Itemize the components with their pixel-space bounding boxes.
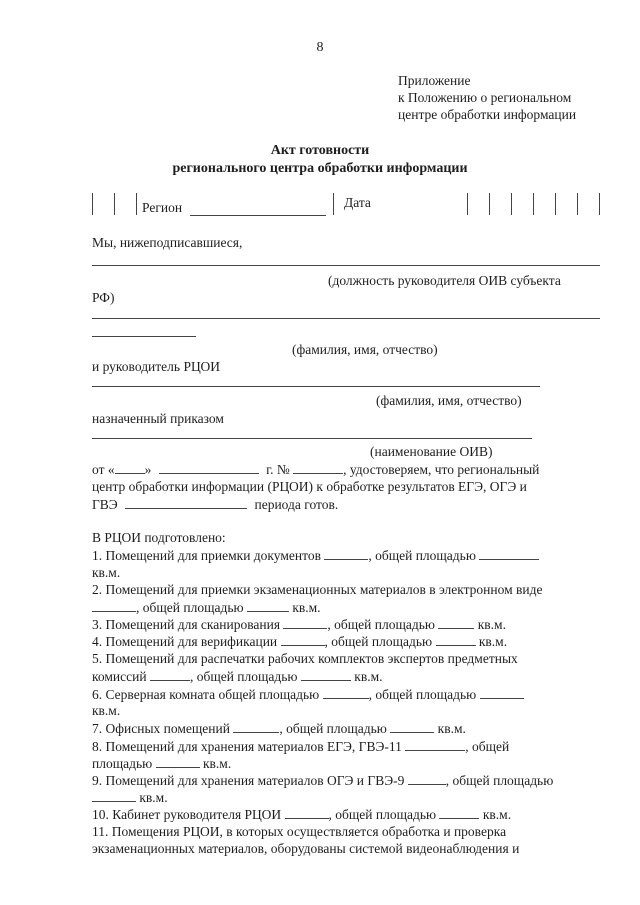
grid-divider	[114, 193, 115, 215]
area-field[interactable]	[479, 547, 539, 560]
area-field[interactable]	[247, 599, 289, 612]
appendix-line-3: центре обработки информации	[398, 107, 577, 122]
count-field[interactable]	[92, 599, 136, 612]
certify-year-no: г. №	[266, 462, 290, 477]
day-field[interactable]	[115, 461, 145, 474]
caption-oiv-head-cont: РФ)	[92, 290, 115, 305]
list-item: экзаменационных материалов, оборудованы системой видеонаблюдения и	[92, 841, 520, 856]
caption-oiv-head: (должность руководителя ОИВ субъекта	[328, 273, 561, 288]
region-field[interactable]	[190, 215, 326, 216]
area-field[interactable]	[439, 806, 479, 819]
date-cell-divider	[599, 193, 600, 215]
count-field[interactable]	[150, 668, 190, 681]
certify-line-1	[92, 461, 539, 478]
list-item: 9. Помещений для хранения материалов ОГЭ и ГВЭ-9 , общей площадью	[92, 773, 554, 788]
date-cell-divider	[555, 193, 556, 215]
certify-text: , удостоверяем, что региональный	[343, 462, 540, 477]
date-cell-divider	[533, 193, 534, 215]
caption-fio-1: (фамилия, имя, отчество)	[292, 342, 438, 357]
count-field[interactable]	[405, 738, 465, 751]
date-label: Дата	[344, 195, 371, 210]
area-field[interactable]	[390, 720, 434, 733]
list-item: 6. Серверная комната общей площадью , общей площадью	[92, 686, 524, 703]
list-item-unit: кв.м.	[92, 703, 121, 718]
count-field[interactable]	[408, 772, 446, 785]
list-item: 4. Помещений для верификации , общей площадью кв.м.	[92, 634, 508, 649]
rcoi-head-label: и руководитель РЦОИ	[92, 359, 221, 374]
document-subtitle: регионального центра обработки информации	[172, 161, 468, 176]
grid-divider	[92, 193, 93, 215]
count-field[interactable]	[283, 616, 327, 629]
area-field[interactable]	[438, 616, 474, 629]
count-field[interactable]	[233, 720, 279, 733]
grid-divider	[136, 193, 137, 215]
appendix-line-1: Приложение	[398, 73, 471, 88]
date-cell-divider	[577, 193, 578, 215]
number-field[interactable]	[293, 461, 343, 474]
date-cell-divider	[467, 193, 468, 215]
certify-from: от «	[92, 462, 115, 477]
caption-fio-2: (фамилия, имя, отчество)	[376, 393, 522, 408]
fio-field-1-cont[interactable]	[92, 336, 196, 337]
count-field[interactable]	[285, 806, 329, 819]
area-field[interactable]	[156, 755, 200, 768]
caption-oiv-name: (наименование ОИВ)	[370, 444, 493, 459]
oiv-head-field[interactable]	[92, 265, 600, 266]
list-item: площадью кв.м.	[92, 756, 232, 771]
page-number: 8	[316, 40, 324, 55]
area-field[interactable]	[480, 686, 524, 699]
list-item: 2. Помещений для приемки экзаменационных материалов в электронном виде	[92, 582, 543, 597]
count-field[interactable]	[281, 633, 325, 646]
area-field[interactable]	[92, 789, 136, 802]
order-field[interactable]	[92, 438, 532, 439]
fio-field-1[interactable]	[92, 318, 600, 319]
area-field[interactable]	[301, 668, 351, 681]
list-item-unit: кв.м.	[92, 565, 121, 580]
appointed-label: назначенный приказом	[92, 411, 224, 426]
list-item: комиссий , общей площадью кв.м.	[92, 669, 383, 684]
period-field[interactable]	[125, 496, 247, 509]
list-item: 1. Помещений для приемки документов , общей площадью	[92, 547, 539, 564]
appendix-note	[398, 72, 576, 123]
certify-period-ready: периода готов.	[254, 497, 339, 512]
document-title: Акт готовности	[270, 143, 370, 158]
area-field[interactable]	[323, 686, 369, 699]
intro-text: Мы, нижеподписавшиеся,	[92, 235, 243, 250]
month-field[interactable]	[159, 461, 259, 474]
appendix-line-2: к Положению о региональном	[398, 90, 572, 105]
list-item: 8. Помещений для хранения материалов ЕГЭ, ГВЭ-11 , общей	[92, 739, 510, 754]
rcoi-head-field[interactable]	[92, 386, 540, 387]
certify-line-2: центр обработки информации (РЦОИ) к обработке результатов ЕГЭ, ОГЭ и	[92, 479, 527, 494]
list-item: , общей площадью кв.м.	[92, 599, 321, 616]
certify-quote-close: »	[144, 462, 152, 477]
region-label: Регион	[142, 200, 183, 215]
count-field[interactable]	[324, 547, 368, 560]
grid-divider	[333, 193, 334, 215]
list-item: 10. Кабинет руководителя РЦОИ , общей площадью кв.м.	[92, 807, 512, 822]
prepared-heading: В РЦОИ подготовлено:	[92, 530, 226, 545]
date-cell-divider	[511, 193, 512, 215]
date-cell-divider	[489, 193, 490, 215]
list-item: 5. Помещений для распечатки рабочих комплектов экспертов предметных	[92, 651, 518, 666]
list-item: 11. Помещения РЦОИ, в которых осуществляется обработка и проверка	[92, 824, 507, 839]
certify-gve: ГВЭ	[92, 497, 118, 512]
list-item: 7. Офисных помещений , общей площадью кв.м.	[92, 721, 466, 736]
list-item: кв.м.	[92, 789, 168, 806]
list-item: 3. Помещений для сканирования , общей площадью кв.м.	[92, 617, 506, 632]
area-field[interactable]	[436, 633, 476, 646]
certify-line-3	[92, 496, 338, 513]
